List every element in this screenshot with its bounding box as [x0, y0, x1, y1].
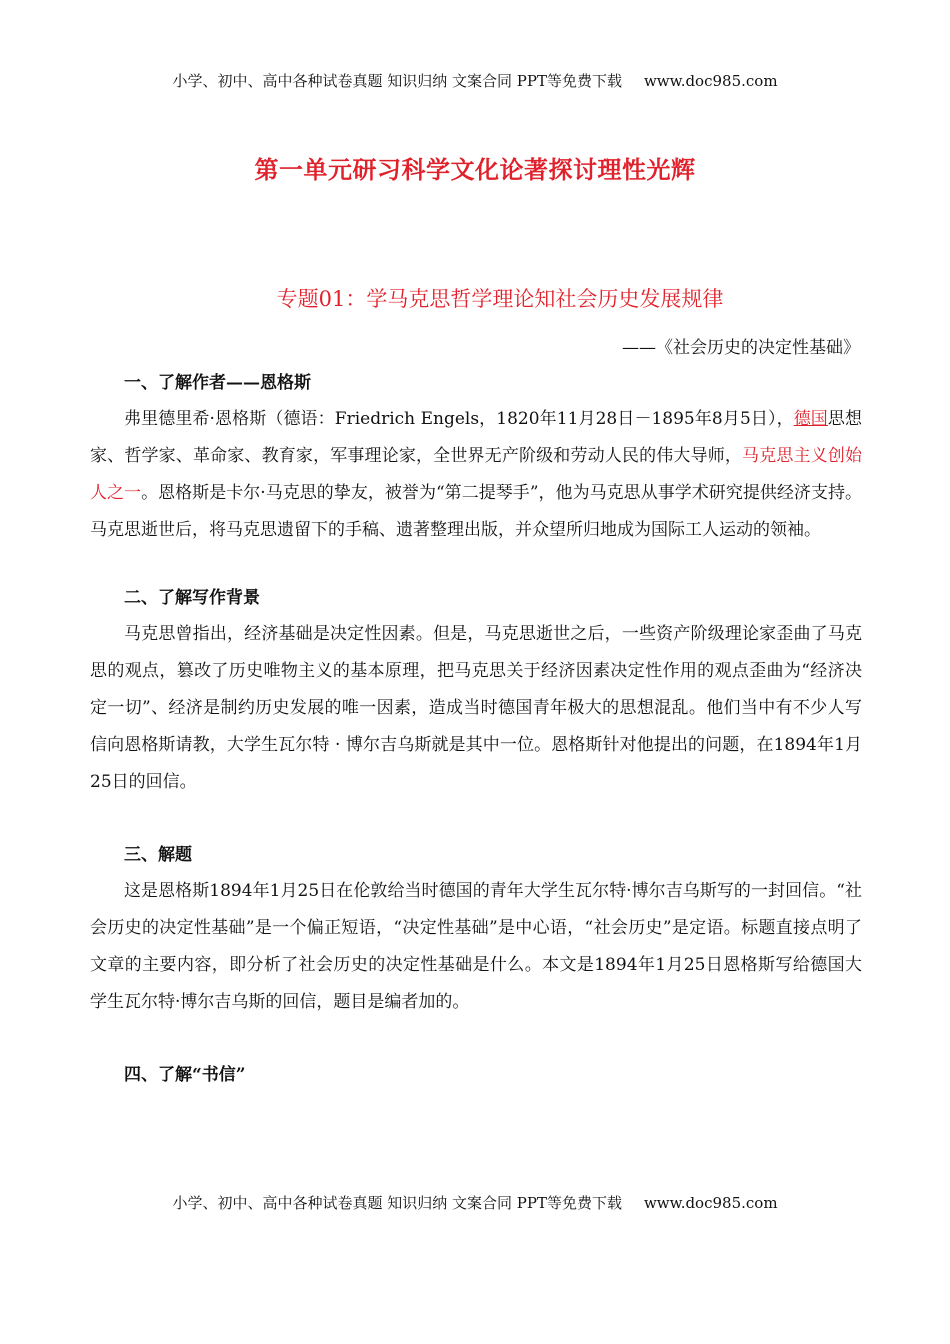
page-footer	[0, 1192, 950, 1213]
header-text: 小学、初中、高中各种试卷真题 知识归纳 文案合同 PPT等免费下载	[172, 72, 622, 90]
background-paragraph: 马克思曾指出，经济基础是决定性因素。但是，马克思逝世之后，一些资产阶级理论家歪曲了马克思的观点，篡改了历史唯物主义的基本原理，把马克思关于经济因素决定性作用的观点歪曲为“经济决定一切”、经济是制约历史发展的唯一因素，造成当时德国青年极大的思想混乱。他们当中有不少人写信向恩格斯请教，大学生瓦尔特 · 博尔吉乌斯就是其中一位。恩格斯针对他提出的问题，在1894年1月25日的回信。	[90, 624, 862, 792]
author-text-a: 弗里德里希·恩格斯（德语：Friedrich Engels，1820年11月28日－1895年8月5日），	[124, 409, 794, 429]
unit-title: 第一单元研习科学文化论著探讨理性光辉	[254, 155, 696, 184]
title-analysis-paragraph: 这是恩格斯1894年1月25日在伦敦给当时德国的青年大学生瓦尔特·博尔吉乌斯写的一封回信。“社会历史的决定性基础”是一个偏正短语，“决定性基础”是中心语，“社会历史”是定语。标题直接点明了文章的主要内容，即分析了社会历史的决定性基础是什么。本文是1894年1月25日恩格斯写给德国大学生瓦尔特·博尔吉乌斯的回信，题目是编者加的。	[90, 881, 862, 1012]
author-text-c: 。恩格斯是卡尔·马克思的挚友，被誉为“第二提琴手”，他为马克思从事学术研究提供经济支持。马克思逝世后，将马克思遗留下的手稿、遗著整理出版，并众望所归地成为国际工人运动的领袖。	[90, 483, 863, 540]
marxism-founder-link[interactable]: 马克思主义创始人之一	[90, 446, 863, 503]
page-header	[0, 70, 950, 91]
section-heading-background: 二、了解写作背景	[124, 588, 260, 608]
document-body	[90, 365, 862, 1093]
topic-title: 专题01：学马克思哲学理论知社会历史发展规律	[276, 287, 724, 311]
section-heading-title-analysis: 三、解题	[124, 845, 192, 865]
author-paragraph	[90, 401, 862, 549]
section-heading-letter: 四、了解“书信”	[124, 1065, 246, 1085]
footer-site-link[interactable]: www.doc985.com	[643, 1194, 778, 1212]
header-site-link[interactable]: www.doc985.com	[643, 72, 778, 90]
section-heading-author: 一、了解作者——恩格斯	[124, 373, 311, 393]
author-text-b: 思想家、哲学家、革命家、教育家，军事理论家，全世界无产阶级和劳动人民的伟大导师，	[90, 409, 863, 466]
germany-link[interactable]: 德国	[793, 409, 828, 429]
source-title: ——《社会历史的决定性基础》	[622, 338, 860, 358]
footer-text: 小学、初中、高中各种试卷真题 知识归纳 文案合同 PPT等免费下载	[172, 1194, 622, 1212]
